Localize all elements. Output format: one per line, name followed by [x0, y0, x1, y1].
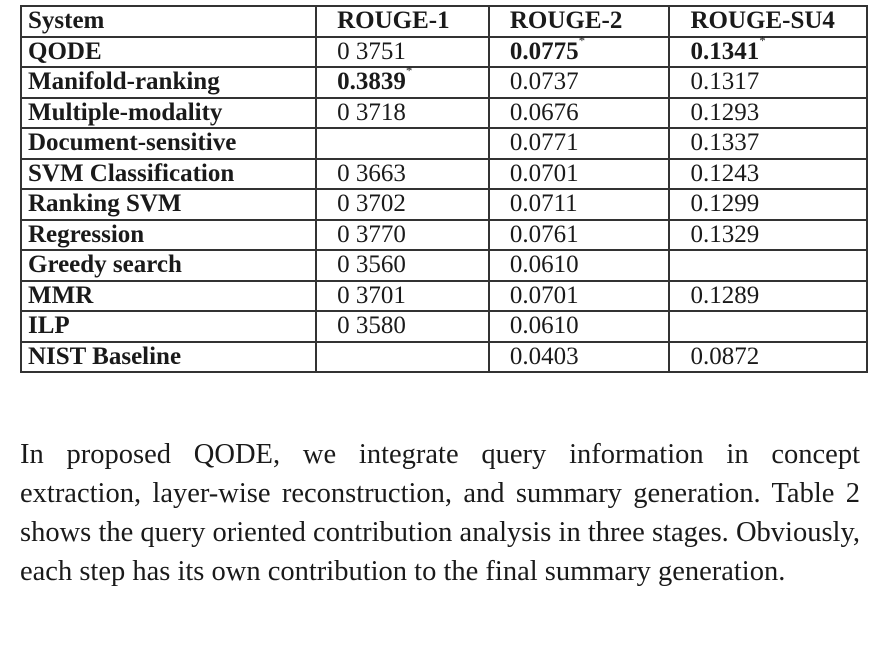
table-row — [21, 250, 867, 281]
system-cell: QODE — [21, 37, 316, 68]
rouge-2-cell — [489, 281, 670, 312]
significance-marker: * — [759, 32, 766, 48]
score-value: 0 3701 — [337, 281, 406, 309]
rouge-1-cell — [316, 98, 489, 129]
score-value: 0.1243 — [690, 159, 760, 187]
rouge-1-cell — [316, 63, 489, 98]
rouge-su4-cell — [669, 281, 867, 312]
score-value: 0 3770 — [337, 220, 406, 248]
table-row — [21, 159, 867, 190]
body-paragraph: In proposed QODE, we integrate query information in concept extraction, layer-wise reconstruction, and summary generation. Table 2 shows the query oriented contribution analysis in three stages. Obviously, each step has its own contribution to the final summary generation. — [20, 439, 860, 587]
score-value: 0.0701 — [509, 159, 579, 187]
rouge-1-cell — [316, 159, 489, 190]
score-value: 0 3718 — [337, 98, 406, 126]
rouge-1-cell — [316, 311, 489, 342]
rouge-2-cell — [489, 189, 670, 220]
score-value: 0.0403 — [509, 342, 579, 370]
rouge-2-cell — [489, 342, 670, 373]
rouge-1-cell — [316, 342, 489, 373]
score-value: 0 3560 — [337, 251, 406, 279]
score-value: 0 3663 — [337, 159, 406, 187]
table-row — [21, 67, 867, 98]
rouge-su4-cell — [669, 32, 867, 68]
header-rouge-1: ROUGE-1 — [316, 6, 489, 37]
system-cell: SVM Classification — [21, 159, 316, 190]
results-table — [20, 5, 868, 373]
score-value: 0.3839 — [337, 68, 406, 96]
significance-marker: * — [405, 63, 413, 79]
score-value: 0.0711 — [509, 190, 578, 218]
rouge-su4-cell — [669, 342, 867, 373]
rouge-2-cell — [489, 98, 670, 129]
system-cell: Greedy search — [21, 250, 316, 281]
rouge-su4-cell — [669, 159, 867, 190]
score-value: 0.1289 — [690, 281, 760, 309]
score-value: 0.0610 — [509, 251, 579, 279]
table-row — [21, 281, 867, 312]
score-value: 0.1299 — [690, 190, 760, 218]
rouge-su4-cell — [669, 98, 867, 129]
rouge-1-cell — [316, 128, 489, 159]
system-cell: Document-sensitive — [21, 128, 316, 159]
system-cell: MMR — [21, 281, 316, 312]
score-value: 0.0761 — [509, 220, 579, 248]
rouge-su4-cell — [669, 311, 867, 342]
header-rouge-su4: ROUGE-SU4 — [669, 6, 867, 37]
system-cell: Manifold-ranking — [21, 67, 316, 98]
table-row — [21, 128, 867, 159]
table-row — [21, 220, 867, 251]
table-row — [21, 37, 867, 68]
score-value: 0.0775 — [509, 37, 579, 65]
score-value: 0.0676 — [509, 98, 579, 126]
table-header-row — [21, 6, 867, 37]
rouge-su4-cell — [669, 220, 867, 251]
rouge-2-cell — [489, 32, 670, 68]
score-value: 0.1293 — [690, 98, 760, 126]
rouge-1-cell — [316, 37, 489, 68]
score-value: 0.0610 — [509, 312, 579, 340]
score-value: 0.1337 — [690, 129, 760, 157]
table-row — [21, 342, 867, 373]
score-value: 0 3751 — [337, 37, 406, 65]
score-value: 0.0737 — [509, 68, 579, 96]
score-value: 0 3702 — [337, 190, 406, 218]
rouge-1-cell — [316, 189, 489, 220]
score-value: 0.1329 — [690, 220, 760, 248]
rouge-su4-cell — [669, 128, 867, 159]
rouge-su4-cell — [669, 189, 867, 220]
system-cell: ILP — [21, 311, 316, 342]
header-rouge-2: ROUGE-2 — [489, 6, 670, 37]
score-value: 0.0771 — [509, 129, 579, 157]
system-cell: Regression — [21, 220, 316, 251]
score-value: 0 3580 — [337, 312, 406, 340]
rouge-2-cell — [489, 220, 670, 251]
system-cell: Multiple-modality — [21, 98, 316, 129]
rouge-1-cell — [316, 220, 489, 251]
header-system: System — [21, 6, 316, 37]
score-value: 0.0872 — [690, 342, 760, 370]
table-row — [21, 311, 867, 342]
score-value: 0.1341 — [690, 37, 760, 65]
rouge-2-cell — [489, 311, 670, 342]
system-cell: NIST Baseline — [21, 342, 316, 373]
rouge-su4-cell — [669, 67, 867, 98]
table-row — [21, 189, 867, 220]
table-row — [21, 98, 867, 129]
rouge-1-cell — [316, 281, 489, 312]
clipped-caption — [60, 0, 500, 4]
rouge-1-cell — [316, 250, 489, 281]
rouge-2-cell — [489, 250, 670, 281]
rouge-su4-cell — [669, 250, 867, 281]
rouge-2-cell — [489, 67, 670, 98]
rouge-2-cell — [489, 128, 670, 159]
significance-marker: * — [578, 32, 586, 48]
score-value: 0.0701 — [509, 281, 579, 309]
system-cell: Ranking SVM — [21, 189, 316, 220]
rouge-2-cell — [489, 159, 670, 190]
score-value: 0.1317 — [690, 68, 760, 96]
